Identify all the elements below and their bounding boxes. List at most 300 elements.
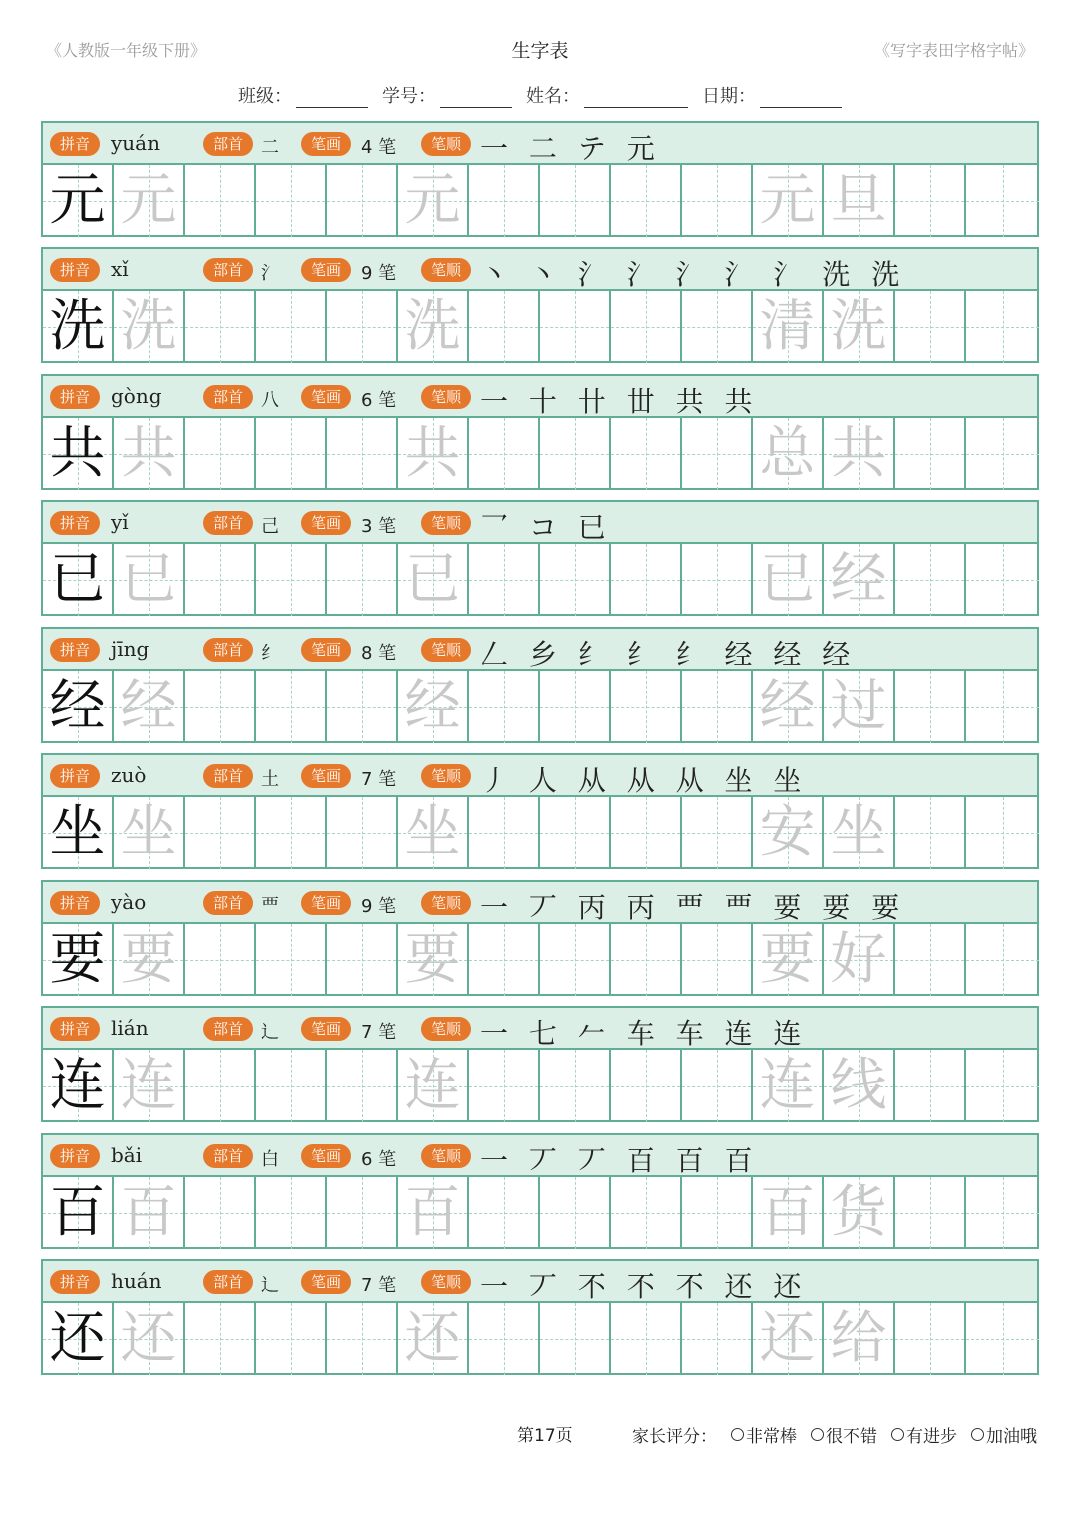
pinyin-text: bǎi: [111, 1143, 143, 1167]
word-cell[interactable]: [753, 924, 824, 996]
practice-cell[interactable]: [540, 1050, 611, 1122]
practice-cell[interactable]: [469, 924, 540, 996]
practice-cell[interactable]: [895, 544, 966, 616]
stroke-order-tag: 笔顺: [421, 1144, 471, 1168]
practice-cell[interactable]: [611, 544, 682, 616]
strokes-tag: 笔画: [301, 132, 351, 156]
pinyin-text: lián: [111, 1016, 149, 1040]
practice-cell[interactable]: [185, 1177, 256, 1249]
practice-cell[interactable]: [185, 544, 256, 616]
practice-cell[interactable]: [682, 1050, 753, 1122]
stroke-order-text: 乛 コ 已: [480, 511, 612, 544]
strokes-text: 9 笔: [361, 896, 397, 917]
character-block: [41, 1006, 1039, 1122]
word-cell[interactable]: [753, 797, 824, 869]
practice-cell[interactable]: [966, 165, 1039, 237]
radical-tag: 部首: [203, 385, 253, 409]
class-label: 班级：: [238, 86, 292, 107]
pinyin-text: yǐ: [111, 510, 129, 534]
word-cell[interactable]: [753, 291, 824, 363]
date-line[interactable]: [760, 89, 842, 108]
trace-character: 百: [404, 1180, 461, 1245]
date-field[interactable]: [702, 82, 842, 108]
practice-cell[interactable]: [682, 165, 753, 237]
trace-character: 还: [120, 1306, 177, 1371]
practice-cell[interactable]: [185, 671, 256, 743]
character-block: [41, 121, 1039, 237]
pinyin-tag: 拼音: [50, 638, 100, 662]
word-character-1: 元: [759, 168, 816, 233]
radical-text: 辶: [261, 1022, 279, 1043]
practice-cell[interactable]: [966, 671, 1039, 743]
pinyin-text: jīng: [111, 637, 150, 661]
practice-cell[interactable]: [895, 797, 966, 869]
character-block: [41, 500, 1039, 616]
eval-option-excellent[interactable]: 非常棒: [731, 1422, 797, 1447]
name-line[interactable]: [584, 89, 688, 108]
practice-grid: [43, 924, 1037, 996]
trace-character: 经: [120, 674, 177, 739]
trace-cell[interactable]: [114, 1050, 185, 1122]
practice-cell[interactable]: [895, 1050, 966, 1122]
practice-cell[interactable]: [185, 165, 256, 237]
practice-cell[interactable]: [540, 291, 611, 363]
character-info-bar: [43, 882, 1037, 924]
series-title: 《写字表田字格字帖》: [873, 41, 1034, 60]
character-block: [41, 374, 1039, 490]
eval-option-keep-going[interactable]: 加油哦: [971, 1422, 1037, 1447]
trace-cell[interactable]: [398, 797, 469, 869]
trace-character: 已: [404, 547, 461, 612]
practice-cell[interactable]: [469, 418, 540, 490]
word-cell[interactable]: [824, 165, 895, 237]
word-character-2: 坐: [830, 800, 887, 865]
model-character: 洗: [49, 294, 106, 359]
stroke-order-tag: 笔顺: [421, 638, 471, 662]
practice-cell[interactable]: [682, 544, 753, 616]
practice-cell[interactable]: [327, 418, 398, 490]
strokes-text: 8 笔: [361, 643, 397, 664]
stroke-order-text: 一 丆 丙 丙 覀 覀 要 要 要: [480, 891, 906, 924]
practice-cell[interactable]: [682, 291, 753, 363]
practice-cell[interactable]: [185, 797, 256, 869]
model-cell: [43, 924, 114, 996]
number-label: 学号：: [382, 86, 436, 107]
practice-cell[interactable]: [966, 1050, 1039, 1122]
practice-cell[interactable]: [327, 1050, 398, 1122]
practice-cell[interactable]: [540, 1177, 611, 1249]
practice-cell[interactable]: [327, 291, 398, 363]
practice-cell[interactable]: [611, 671, 682, 743]
practice-cell[interactable]: [327, 544, 398, 616]
radical-tag: 部首: [203, 764, 253, 788]
word-cell[interactable]: [753, 165, 824, 237]
radical-tag: 部首: [203, 1144, 253, 1168]
practice-cell[interactable]: [540, 418, 611, 490]
page-title: 生字表: [511, 40, 569, 62]
strokes-text: 4 笔: [361, 137, 397, 158]
trace-character: 连: [120, 1053, 177, 1118]
strokes-tag: 笔画: [301, 511, 351, 535]
radical-tag: 部首: [203, 258, 253, 282]
character-info-bar: [43, 755, 1037, 797]
practice-cell[interactable]: [966, 418, 1039, 490]
book-title: 《人教版一年级下册》: [46, 41, 207, 60]
practice-cell[interactable]: [966, 924, 1039, 996]
practice-cell[interactable]: [895, 1177, 966, 1249]
pinyin-tag: 拼音: [50, 1144, 100, 1168]
practice-cell[interactable]: [611, 1177, 682, 1249]
class-field[interactable]: [238, 82, 368, 108]
character-info-bar: [43, 502, 1037, 544]
strokes-text: 7 笔: [361, 1275, 397, 1296]
practice-cell[interactable]: [185, 1303, 256, 1375]
trace-character: 坐: [120, 800, 177, 865]
model-cell: [43, 291, 114, 363]
practice-cell[interactable]: [469, 671, 540, 743]
radical-text: 己: [261, 516, 279, 537]
practice-cell[interactable]: [895, 165, 966, 237]
practice-cell[interactable]: [682, 418, 753, 490]
strokes-tag: 笔画: [301, 1144, 351, 1168]
trace-cell[interactable]: [114, 671, 185, 743]
practice-grid: [43, 1303, 1037, 1375]
pinyin-tag: 拼音: [50, 132, 100, 156]
trace-character: 共: [120, 421, 177, 486]
character-block: [41, 1133, 1039, 1249]
radical-tag: 部首: [203, 1017, 253, 1041]
strokes-text: 9 笔: [361, 263, 397, 284]
word-character-1: 要: [759, 927, 816, 992]
practice-cell[interactable]: [540, 797, 611, 869]
stroke-order-text: 丿 人 从 从 从 坐 坐: [480, 764, 808, 797]
word-character-2: 洗: [830, 294, 887, 359]
stroke-order-tag: 笔顺: [421, 1270, 471, 1294]
strokes-tag: 笔画: [301, 764, 351, 788]
practice-cell[interactable]: [895, 1303, 966, 1375]
practice-cell[interactable]: [682, 1303, 753, 1375]
practice-grid: [43, 544, 1037, 616]
trace-cell[interactable]: [398, 291, 469, 363]
trace-cell[interactable]: [114, 544, 185, 616]
practice-cell[interactable]: [327, 797, 398, 869]
trace-character: 已: [120, 547, 177, 612]
model-character: 经: [49, 674, 106, 739]
practice-cell[interactable]: [540, 924, 611, 996]
practice-cell[interactable]: [682, 797, 753, 869]
practice-cell[interactable]: [256, 544, 327, 616]
eval-option-good[interactable]: 很不错: [811, 1422, 877, 1447]
practice-cell[interactable]: [469, 544, 540, 616]
strokes-text: 3 笔: [361, 516, 397, 537]
pinyin-tag: 拼音: [50, 385, 100, 409]
trace-cell[interactable]: [398, 544, 469, 616]
practice-cell[interactable]: [895, 291, 966, 363]
word-character-1: 连: [759, 1053, 816, 1118]
practice-cell[interactable]: [966, 544, 1039, 616]
model-character: 已: [49, 547, 106, 612]
practice-cell[interactable]: [327, 671, 398, 743]
character-block: [41, 1259, 1039, 1375]
model-cell: [43, 165, 114, 237]
practice-cell[interactable]: [611, 418, 682, 490]
trace-cell[interactable]: [114, 924, 185, 996]
strokes-tag: 笔画: [301, 638, 351, 662]
practice-cell[interactable]: [611, 165, 682, 237]
character-info-bar: [43, 123, 1037, 165]
practice-cell[interactable]: [185, 418, 256, 490]
radical-tag: 部首: [203, 511, 253, 535]
model-character: 百: [49, 1180, 106, 1245]
strokes-text: 7 笔: [361, 1022, 397, 1043]
stroke-order-text: 一 丆 丆 百 百 百: [480, 1144, 759, 1177]
stroke-order-text: 一 二 テ 元: [480, 132, 661, 165]
word-character-2: 货: [830, 1180, 887, 1245]
radical-tag: 部首: [203, 638, 253, 662]
word-cell[interactable]: [824, 1303, 895, 1375]
pinyin-tag: 拼音: [50, 891, 100, 915]
practice-cell[interactable]: [256, 797, 327, 869]
practice-cell[interactable]: [966, 797, 1039, 869]
word-cell[interactable]: [753, 544, 824, 616]
word-cell[interactable]: [824, 797, 895, 869]
class-line[interactable]: [296, 89, 368, 108]
radical-text: 二: [261, 137, 279, 158]
pinyin-text: zuò: [111, 763, 147, 787]
stroke-order-tag: 笔顺: [421, 132, 471, 156]
stroke-order-tag: 笔顺: [421, 764, 471, 788]
practice-cell[interactable]: [469, 1177, 540, 1249]
model-cell: [43, 1177, 114, 1249]
radical-text: 氵: [261, 263, 279, 284]
trace-character: 百: [120, 1180, 177, 1245]
radical-text: 纟: [261, 643, 279, 664]
model-character: 要: [49, 927, 106, 992]
word-cell[interactable]: [753, 1050, 824, 1122]
model-character: 共: [49, 421, 106, 486]
word-cell[interactable]: [824, 418, 895, 490]
character-block: [41, 247, 1039, 363]
practice-cell[interactable]: [611, 291, 682, 363]
eval-label: 家长评分：: [632, 1427, 717, 1447]
practice-grid: [43, 418, 1037, 490]
pinyin-text: huán: [111, 1269, 162, 1293]
practice-cell[interactable]: [327, 924, 398, 996]
strokes-text: 7 笔: [361, 769, 397, 790]
practice-cell[interactable]: [469, 797, 540, 869]
eval-option-progress[interactable]: 有进步: [891, 1422, 957, 1447]
practice-cell[interactable]: [540, 1303, 611, 1375]
trace-character: 经: [404, 674, 461, 739]
trace-cell[interactable]: [114, 291, 185, 363]
word-cell[interactable]: [824, 924, 895, 996]
practice-cell[interactable]: [682, 1177, 753, 1249]
radio-circle-icon[interactable]: [811, 1428, 824, 1441]
word-character-1: 还: [759, 1306, 816, 1371]
practice-cell[interactable]: [327, 1303, 398, 1375]
trace-cell[interactable]: [398, 1050, 469, 1122]
radical-text: 覀: [261, 896, 279, 917]
practice-cell[interactable]: [185, 291, 256, 363]
word-character-2: 好: [830, 927, 887, 992]
stroke-order-tag: 笔顺: [421, 385, 471, 409]
pinyin-text: xǐ: [111, 257, 129, 281]
trace-character: 洗: [404, 294, 461, 359]
practice-cell[interactable]: [895, 418, 966, 490]
practice-cell[interactable]: [469, 1303, 540, 1375]
practice-cell[interactable]: [540, 544, 611, 616]
trace-cell[interactable]: [398, 671, 469, 743]
practice-cell[interactable]: [540, 165, 611, 237]
trace-character: 要: [404, 927, 461, 992]
practice-cell[interactable]: [327, 165, 398, 237]
strokes-tag: 笔画: [301, 891, 351, 915]
practice-grid: [43, 671, 1037, 743]
stroke-order-text: 丶 丶 氵 氵 氵 氵 氵 洗 洗: [480, 258, 906, 291]
practice-grid: [43, 291, 1037, 363]
trace-cell[interactable]: [398, 418, 469, 490]
word-character-1: 百: [759, 1180, 816, 1245]
practice-cell[interactable]: [895, 671, 966, 743]
practice-cell[interactable]: [682, 671, 753, 743]
strokes-tag: 笔画: [301, 1270, 351, 1294]
character-block: [41, 753, 1039, 869]
practice-grid: [43, 1050, 1037, 1122]
word-character-1: 已: [759, 547, 816, 612]
word-character-2: 旦: [830, 168, 887, 233]
model-cell: [43, 797, 114, 869]
practice-cell[interactable]: [256, 291, 327, 363]
word-cell[interactable]: [753, 1303, 824, 1375]
pinyin-text: yuán: [111, 131, 160, 155]
character-block: [41, 627, 1039, 743]
radical-text: 白: [261, 1149, 279, 1170]
date-label: 日期：: [702, 86, 756, 107]
radical-tag: 部首: [203, 891, 253, 915]
practice-cell[interactable]: [256, 671, 327, 743]
strokes-tag: 笔画: [301, 1017, 351, 1041]
practice-cell[interactable]: [469, 1050, 540, 1122]
trace-cell[interactable]: [398, 165, 469, 237]
character-info-bar: [43, 1261, 1037, 1303]
practice-cell[interactable]: [256, 924, 327, 996]
name-field[interactable]: [526, 82, 688, 108]
stroke-order-text: 一 十 卄 丗 共 共: [480, 385, 759, 418]
pinyin-tag: 拼音: [50, 511, 100, 535]
radio-circle-icon[interactable]: [891, 1428, 904, 1441]
practice-cell[interactable]: [256, 1050, 327, 1122]
trace-cell[interactable]: [114, 418, 185, 490]
word-cell[interactable]: [753, 671, 824, 743]
model-cell: [43, 1303, 114, 1375]
practice-grid: [43, 1177, 1037, 1249]
trace-cell[interactable]: [114, 1303, 185, 1375]
model-cell: [43, 418, 114, 490]
number-field[interactable]: [382, 82, 512, 108]
model-character: 元: [49, 168, 106, 233]
practice-cell[interactable]: [469, 291, 540, 363]
word-cell[interactable]: [753, 1177, 824, 1249]
practice-cell[interactable]: [966, 291, 1039, 363]
practice-cell[interactable]: [611, 797, 682, 869]
radio-circle-icon[interactable]: [971, 1428, 984, 1441]
practice-cell[interactable]: [611, 1050, 682, 1122]
practice-cell[interactable]: [540, 671, 611, 743]
word-cell[interactable]: [824, 291, 895, 363]
practice-cell[interactable]: [256, 1177, 327, 1249]
practice-cell[interactable]: [611, 924, 682, 996]
trace-cell[interactable]: [398, 1177, 469, 1249]
word-character-2: 共: [830, 421, 887, 486]
practice-cell[interactable]: [327, 1177, 398, 1249]
practice-grid: [43, 165, 1037, 237]
trace-character: 坐: [404, 800, 461, 865]
practice-cell[interactable]: [966, 1303, 1039, 1375]
stroke-order-tag: 笔顺: [421, 258, 471, 282]
trace-character: 洗: [120, 294, 177, 359]
pinyin-tag: 拼音: [50, 1017, 100, 1041]
word-cell[interactable]: [824, 544, 895, 616]
trace-cell[interactable]: [114, 1177, 185, 1249]
practice-cell[interactable]: [469, 165, 540, 237]
practice-grid: [43, 797, 1037, 869]
practice-cell[interactable]: [185, 924, 256, 996]
trace-cell[interactable]: [114, 797, 185, 869]
number-line[interactable]: [440, 89, 512, 108]
model-cell: [43, 544, 114, 616]
character-info-bar: [43, 1008, 1037, 1050]
word-cell[interactable]: [824, 1177, 895, 1249]
model-character: 还: [49, 1306, 106, 1371]
word-cell[interactable]: [753, 418, 824, 490]
practice-cell[interactable]: [185, 1050, 256, 1122]
trace-character: 元: [404, 168, 461, 233]
pinyin-text: yào: [111, 890, 147, 914]
word-character-2: 给: [830, 1306, 887, 1371]
practice-cell[interactable]: [682, 924, 753, 996]
pinyin-text: gòng: [111, 384, 162, 408]
word-character-1: 经: [759, 674, 816, 739]
strokes-text: 6 笔: [361, 1149, 397, 1170]
practice-cell[interactable]: [966, 1177, 1039, 1249]
radical-text: 八: [261, 390, 279, 411]
practice-cell[interactable]: [256, 418, 327, 490]
word-character-1: 清: [759, 294, 816, 359]
radical-text: 辶: [261, 1275, 279, 1296]
word-character-1: 总: [759, 421, 816, 486]
student-info-row: [0, 82, 1080, 108]
practice-cell[interactable]: [256, 1303, 327, 1375]
stroke-order-tag: 笔顺: [421, 511, 471, 535]
trace-cell[interactable]: [398, 1303, 469, 1375]
trace-character: 元: [120, 168, 177, 233]
word-cell[interactable]: [824, 671, 895, 743]
word-character-2: 过: [830, 674, 887, 739]
pinyin-tag: 拼音: [50, 258, 100, 282]
strokes-text: 6 笔: [361, 390, 397, 411]
model-cell: [43, 1050, 114, 1122]
radical-tag: 部首: [203, 1270, 253, 1294]
word-cell[interactable]: [824, 1050, 895, 1122]
practice-cell[interactable]: [895, 924, 966, 996]
trace-cell[interactable]: [114, 165, 185, 237]
pinyin-tag: 拼音: [50, 764, 100, 788]
practice-cell[interactable]: [256, 165, 327, 237]
trace-cell[interactable]: [398, 924, 469, 996]
trace-character: 还: [404, 1306, 461, 1371]
radio-circle-icon[interactable]: [731, 1428, 744, 1441]
practice-cell[interactable]: [611, 1303, 682, 1375]
